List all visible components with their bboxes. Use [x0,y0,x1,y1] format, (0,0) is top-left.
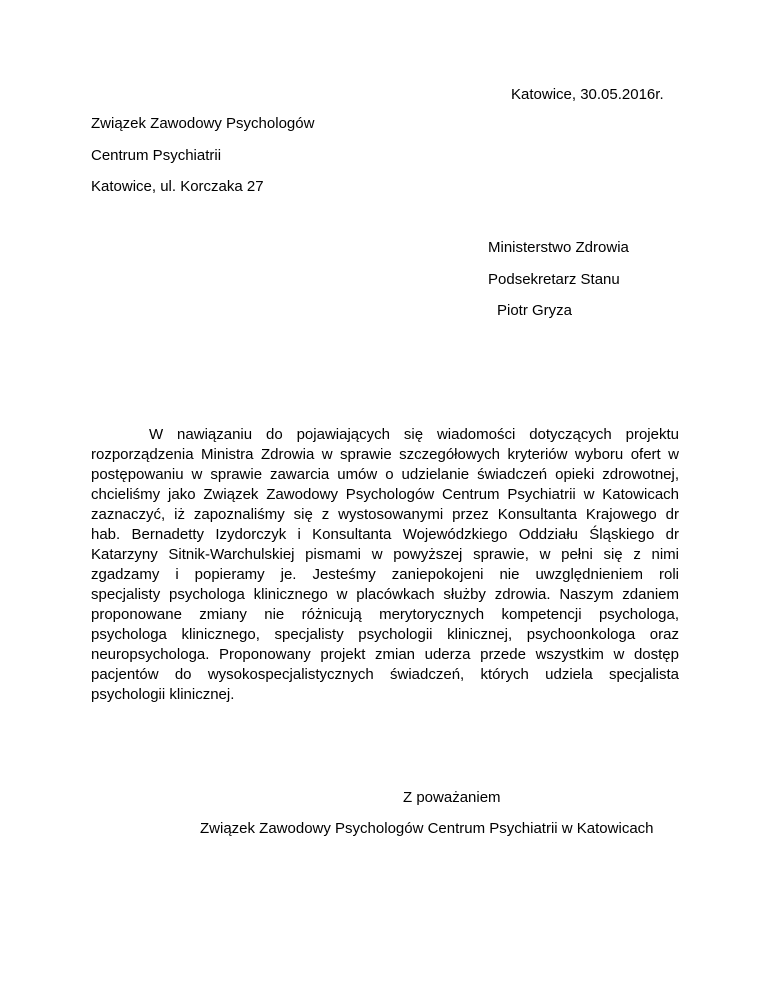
sender-department: Centrum Psychiatrii [91,147,222,164]
body-line: pacjentów do wysokospecjalistycznych świadczeń, których udziela specjalista [91,666,679,683]
body-line: hab. Bernadetty Izydorczyk i Konsultanta Wojewódzkiego Oddziału Śląskiego dr [91,526,679,543]
recipient-title: Podsekretarz Stanu [488,271,620,288]
sender-name: Związek Zawodowy Psychologów [91,115,315,132]
sender-address: Katowice, ul. Korczaka 27 [91,178,264,195]
body-line: neuropsychologa. Proponowany projekt zmian uderza przede wszystkim w dostęp [91,646,679,663]
body-line: postępowaniu w sprawie zawarcia umów o udzielanie świadczeń opieki zdrowotnej, [91,466,679,483]
recipient-name: Piotr Gryza [497,302,573,319]
letter-body [91,425,679,705]
letter-date: Katowice, 30.05.2016r. [511,86,664,103]
body-line: W nawiązaniu do pojawiających się wiadomości dotyczących projektu [149,426,679,443]
body-line: psychologii klinicznej. [91,686,235,703]
body-line: zaznaczyć, iż zapoznaliśmy się z wystosowanymi przez Konsultanta Krajowego dr [91,506,679,523]
body-line: psychologa klinicznego, specjalisty psychologii klinicznej, psychoonkologa oraz [91,626,679,643]
body-line: Katarzyny Sitnik-Warchulskiej pismami w powyższej sprawie, w pełni się z nimi [91,546,679,563]
body-line: chcieliśmy jako Związek Zawodowy Psychologów Centrum Psychiatrii w Katowicach [91,486,679,503]
signature-line: Związek Zawodowy Psychologów Centrum Psychiatrii w Katowicach [200,820,654,837]
recipient-institution: Ministerstwo Zdrowia [488,239,629,256]
closing-salutation: Z poważaniem [403,789,501,806]
body-line: proponowane zmiany nie różnicują merytorycznych kompetencji psychologa, [91,606,679,623]
body-line: zgadzamy i popieramy je. Jesteśmy zaniepokojeni nie uwzględnieniem roli [91,566,679,583]
body-line: rozporządzenia Ministra Zdrowia w sprawie szczegółowych kryteriów wyboru ofert w [91,446,679,463]
body-line: specjalisty psychologa klinicznego w placówkach służby zdrowia. Naszym zdaniem [91,586,679,603]
